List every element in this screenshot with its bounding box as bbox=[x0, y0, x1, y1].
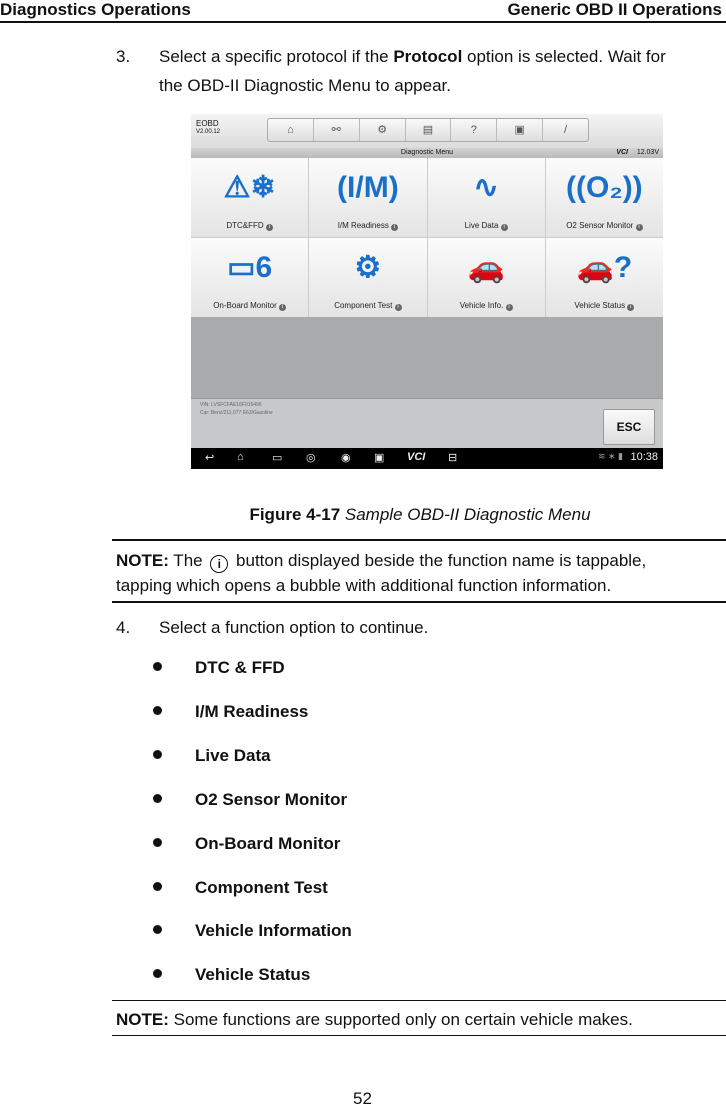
esc-button[interactable]: ESC bbox=[603, 409, 655, 445]
bullet-dot bbox=[153, 750, 162, 759]
bullet-item bbox=[153, 746, 271, 766]
info-icon[interactable]: i bbox=[506, 304, 513, 311]
browser-icon[interactable]: ◎ bbox=[306, 452, 316, 464]
bullet-label: Component Test bbox=[195, 877, 328, 897]
android-nav-bar bbox=[191, 448, 663, 469]
car-nav-icon[interactable]: ⊟ bbox=[448, 452, 458, 464]
bullet-dot bbox=[153, 794, 162, 803]
app-name: EOBD bbox=[196, 119, 219, 128]
bullet-dot bbox=[153, 838, 162, 847]
vci-nav-icon[interactable]: VCI bbox=[407, 451, 426, 463]
bullet-label: Live Data bbox=[195, 745, 271, 765]
vin-text: VIN: LVSFCFAE16F015496 bbox=[200, 402, 262, 408]
bullet-dot bbox=[153, 925, 162, 934]
bullet-item bbox=[153, 878, 328, 898]
info-icon[interactable]: i bbox=[266, 224, 273, 231]
function-label: Vehicle Info. bbox=[459, 301, 504, 310]
page-number: 52 bbox=[353, 1089, 372, 1105]
help-icon[interactable]: ? bbox=[451, 119, 497, 141]
step3-number: 3. bbox=[116, 47, 131, 66]
function-tile[interactable] bbox=[546, 158, 663, 237]
header-right: Generic OBD II Operations bbox=[507, 0, 722, 19]
function-tile[interactable] bbox=[428, 238, 545, 317]
back-icon[interactable]: ↩ bbox=[205, 452, 215, 464]
function-tile[interactable] bbox=[309, 158, 426, 237]
note1-top-rule bbox=[112, 539, 726, 541]
function-tile[interactable] bbox=[191, 158, 308, 237]
top-toolbar bbox=[191, 114, 663, 148]
function-icon: 🚗? bbox=[576, 251, 633, 284]
note1-bottom-rule bbox=[112, 601, 726, 603]
display-icon[interactable]: ▣ bbox=[374, 452, 385, 464]
status-icons: ≋ ∗ ▮ bbox=[597, 451, 623, 461]
vehicle-info-panel bbox=[191, 398, 663, 449]
bullet-item bbox=[153, 834, 340, 854]
info-icon: i bbox=[210, 555, 228, 573]
function-label: On-Board Monitor bbox=[213, 301, 277, 310]
note2-text: NOTE: Some functions are supported only on certain vehicle makes. bbox=[116, 1010, 633, 1029]
settings-icon[interactable]: ⚙ bbox=[360, 119, 406, 141]
function-label: I/M Readiness bbox=[337, 221, 389, 230]
home-nav-icon[interactable]: ⌂ bbox=[237, 451, 244, 463]
home-icon[interactable]: ⌂ bbox=[268, 119, 314, 141]
function-icon: 🚗 bbox=[467, 251, 505, 284]
function-grid bbox=[191, 158, 663, 317]
bullet-item bbox=[153, 965, 310, 985]
bullet-dot bbox=[153, 882, 162, 891]
function-icon: ∿ bbox=[473, 171, 499, 204]
function-label: O2 Sensor Monitor bbox=[566, 221, 634, 230]
function-icon: ⚙ bbox=[354, 251, 382, 284]
bullet-item bbox=[153, 790, 347, 810]
screen-title: Diagnostic Menu bbox=[400, 149, 454, 156]
camera-icon[interactable]: ◉ bbox=[341, 452, 351, 464]
function-icon: ⚠❄ bbox=[223, 171, 276, 204]
function-label: DTC&FFD bbox=[226, 221, 264, 230]
step3-text: Select a specific protocol if the Protocol option is selected. Wait for bbox=[159, 47, 666, 66]
bullet-label: On-Board Monitor bbox=[195, 833, 341, 853]
bullet-dot bbox=[153, 969, 162, 978]
info-icon[interactable]: i bbox=[627, 304, 634, 311]
recent-apps-icon[interactable]: ▭ bbox=[272, 452, 283, 464]
note2-top-rule bbox=[112, 1000, 726, 1001]
bullet-item bbox=[153, 921, 352, 941]
clock: 10:38 bbox=[630, 451, 658, 463]
note1-text-line2: tapping which opens a bubble with additional function information. bbox=[116, 576, 612, 595]
print-icon[interactable]: ▤ bbox=[406, 119, 452, 141]
bullet-label: Vehicle Status bbox=[195, 965, 311, 985]
bullet-dot bbox=[153, 706, 162, 715]
note1-text: NOTE: The i button displayed beside the function name is tappable, bbox=[116, 551, 647, 571]
bullet-label: DTC & FFD bbox=[195, 658, 285, 677]
header-rule bbox=[0, 21, 726, 23]
info-icon[interactable]: i bbox=[636, 224, 643, 231]
function-label: Vehicle Status bbox=[574, 301, 626, 310]
edit-icon[interactable]: / bbox=[564, 124, 568, 136]
function-tile[interactable] bbox=[309, 238, 426, 317]
function-icon: ((O₂)) bbox=[566, 171, 643, 204]
function-icon: ▭6 bbox=[227, 251, 273, 284]
app-version: V2.00.12 bbox=[196, 129, 221, 135]
bullet-item bbox=[153, 702, 308, 722]
title-bar bbox=[191, 148, 663, 158]
info-icon[interactable]: i bbox=[391, 224, 398, 231]
info-icon[interactable]: i bbox=[501, 224, 508, 231]
step3-text-line2: the OBD-II Diagnostic Menu to appear. bbox=[159, 76, 451, 95]
function-tile[interactable] bbox=[428, 158, 545, 237]
bullet-item bbox=[153, 658, 285, 678]
figure-caption: Figure 4-17 Sample OBD-II Diagnostic Menu bbox=[249, 505, 591, 524]
function-label: Live Data bbox=[464, 221, 499, 230]
info-icon[interactable]: i bbox=[279, 304, 286, 311]
car-text: Car: Benz/211.077 E63/Gasoline bbox=[200, 410, 273, 416]
function-tile[interactable] bbox=[546, 238, 663, 317]
bullet-dot bbox=[153, 662, 162, 671]
battery-voltage: 12.03V bbox=[636, 149, 659, 156]
diagnostic-menu-screenshot bbox=[191, 114, 663, 469]
bullet-label: I/M Readiness bbox=[195, 701, 309, 721]
info-icon[interactable]: i bbox=[395, 304, 402, 311]
vci-status: VCI bbox=[616, 149, 628, 156]
step4-text: Select a function option to continue. bbox=[159, 618, 429, 637]
function-icon: (I/M) bbox=[337, 171, 399, 204]
save-icon[interactable]: ▣ bbox=[497, 119, 543, 141]
function-tile[interactable] bbox=[191, 238, 308, 317]
step4-number: 4. bbox=[116, 618, 131, 637]
note2-bottom-rule bbox=[112, 1035, 726, 1036]
bullet-label: O2 Sensor Monitor bbox=[195, 789, 348, 809]
function-label: Component Test bbox=[334, 301, 393, 310]
bullet-label: Vehicle Information bbox=[195, 921, 352, 941]
vehicle-icon[interactable]: ⚯ bbox=[314, 119, 360, 141]
header-left: Diagnostics Operations bbox=[0, 0, 191, 19]
